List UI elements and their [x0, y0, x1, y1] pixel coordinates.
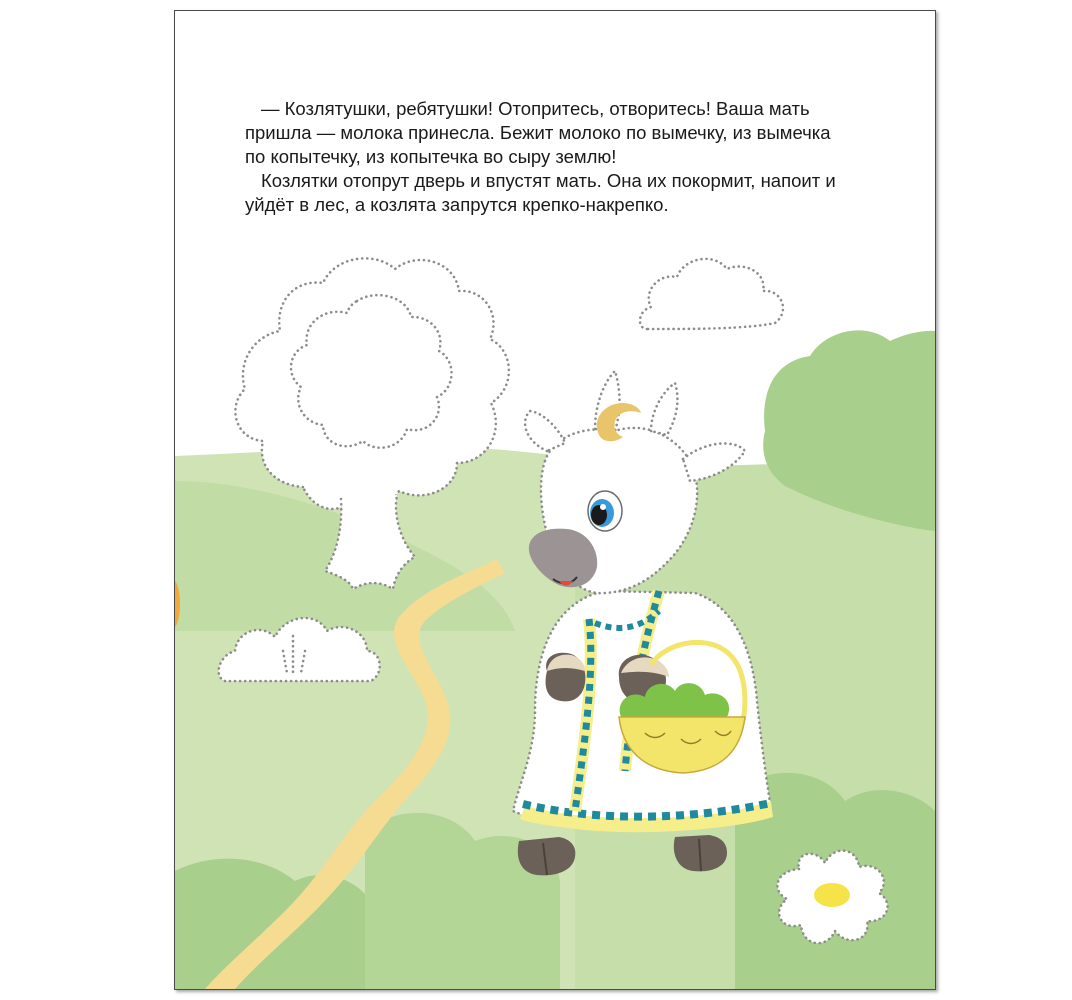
book-page [174, 10, 936, 990]
story-text [245, 97, 845, 217]
story-paragraph-2: Козлятки отопрут дверь и впустят мать. Она их покормит, напоит и уйдёт в лес, а козлята запрутся крепко-накрепко. [245, 170, 836, 215]
flower-center [814, 883, 850, 907]
goat-horn-right [651, 383, 677, 435]
cloud-outline [640, 259, 783, 329]
goat-ear-left [525, 411, 565, 451]
story-paragraph-1: — Козлятушки, ребятушки! Отопритесь, отворитесь! Ваша мать пришла — молока принесла. Бежит молоко по вымечку, из вымечка по копытечку, из копытечка во сыру землю! [245, 98, 831, 167]
